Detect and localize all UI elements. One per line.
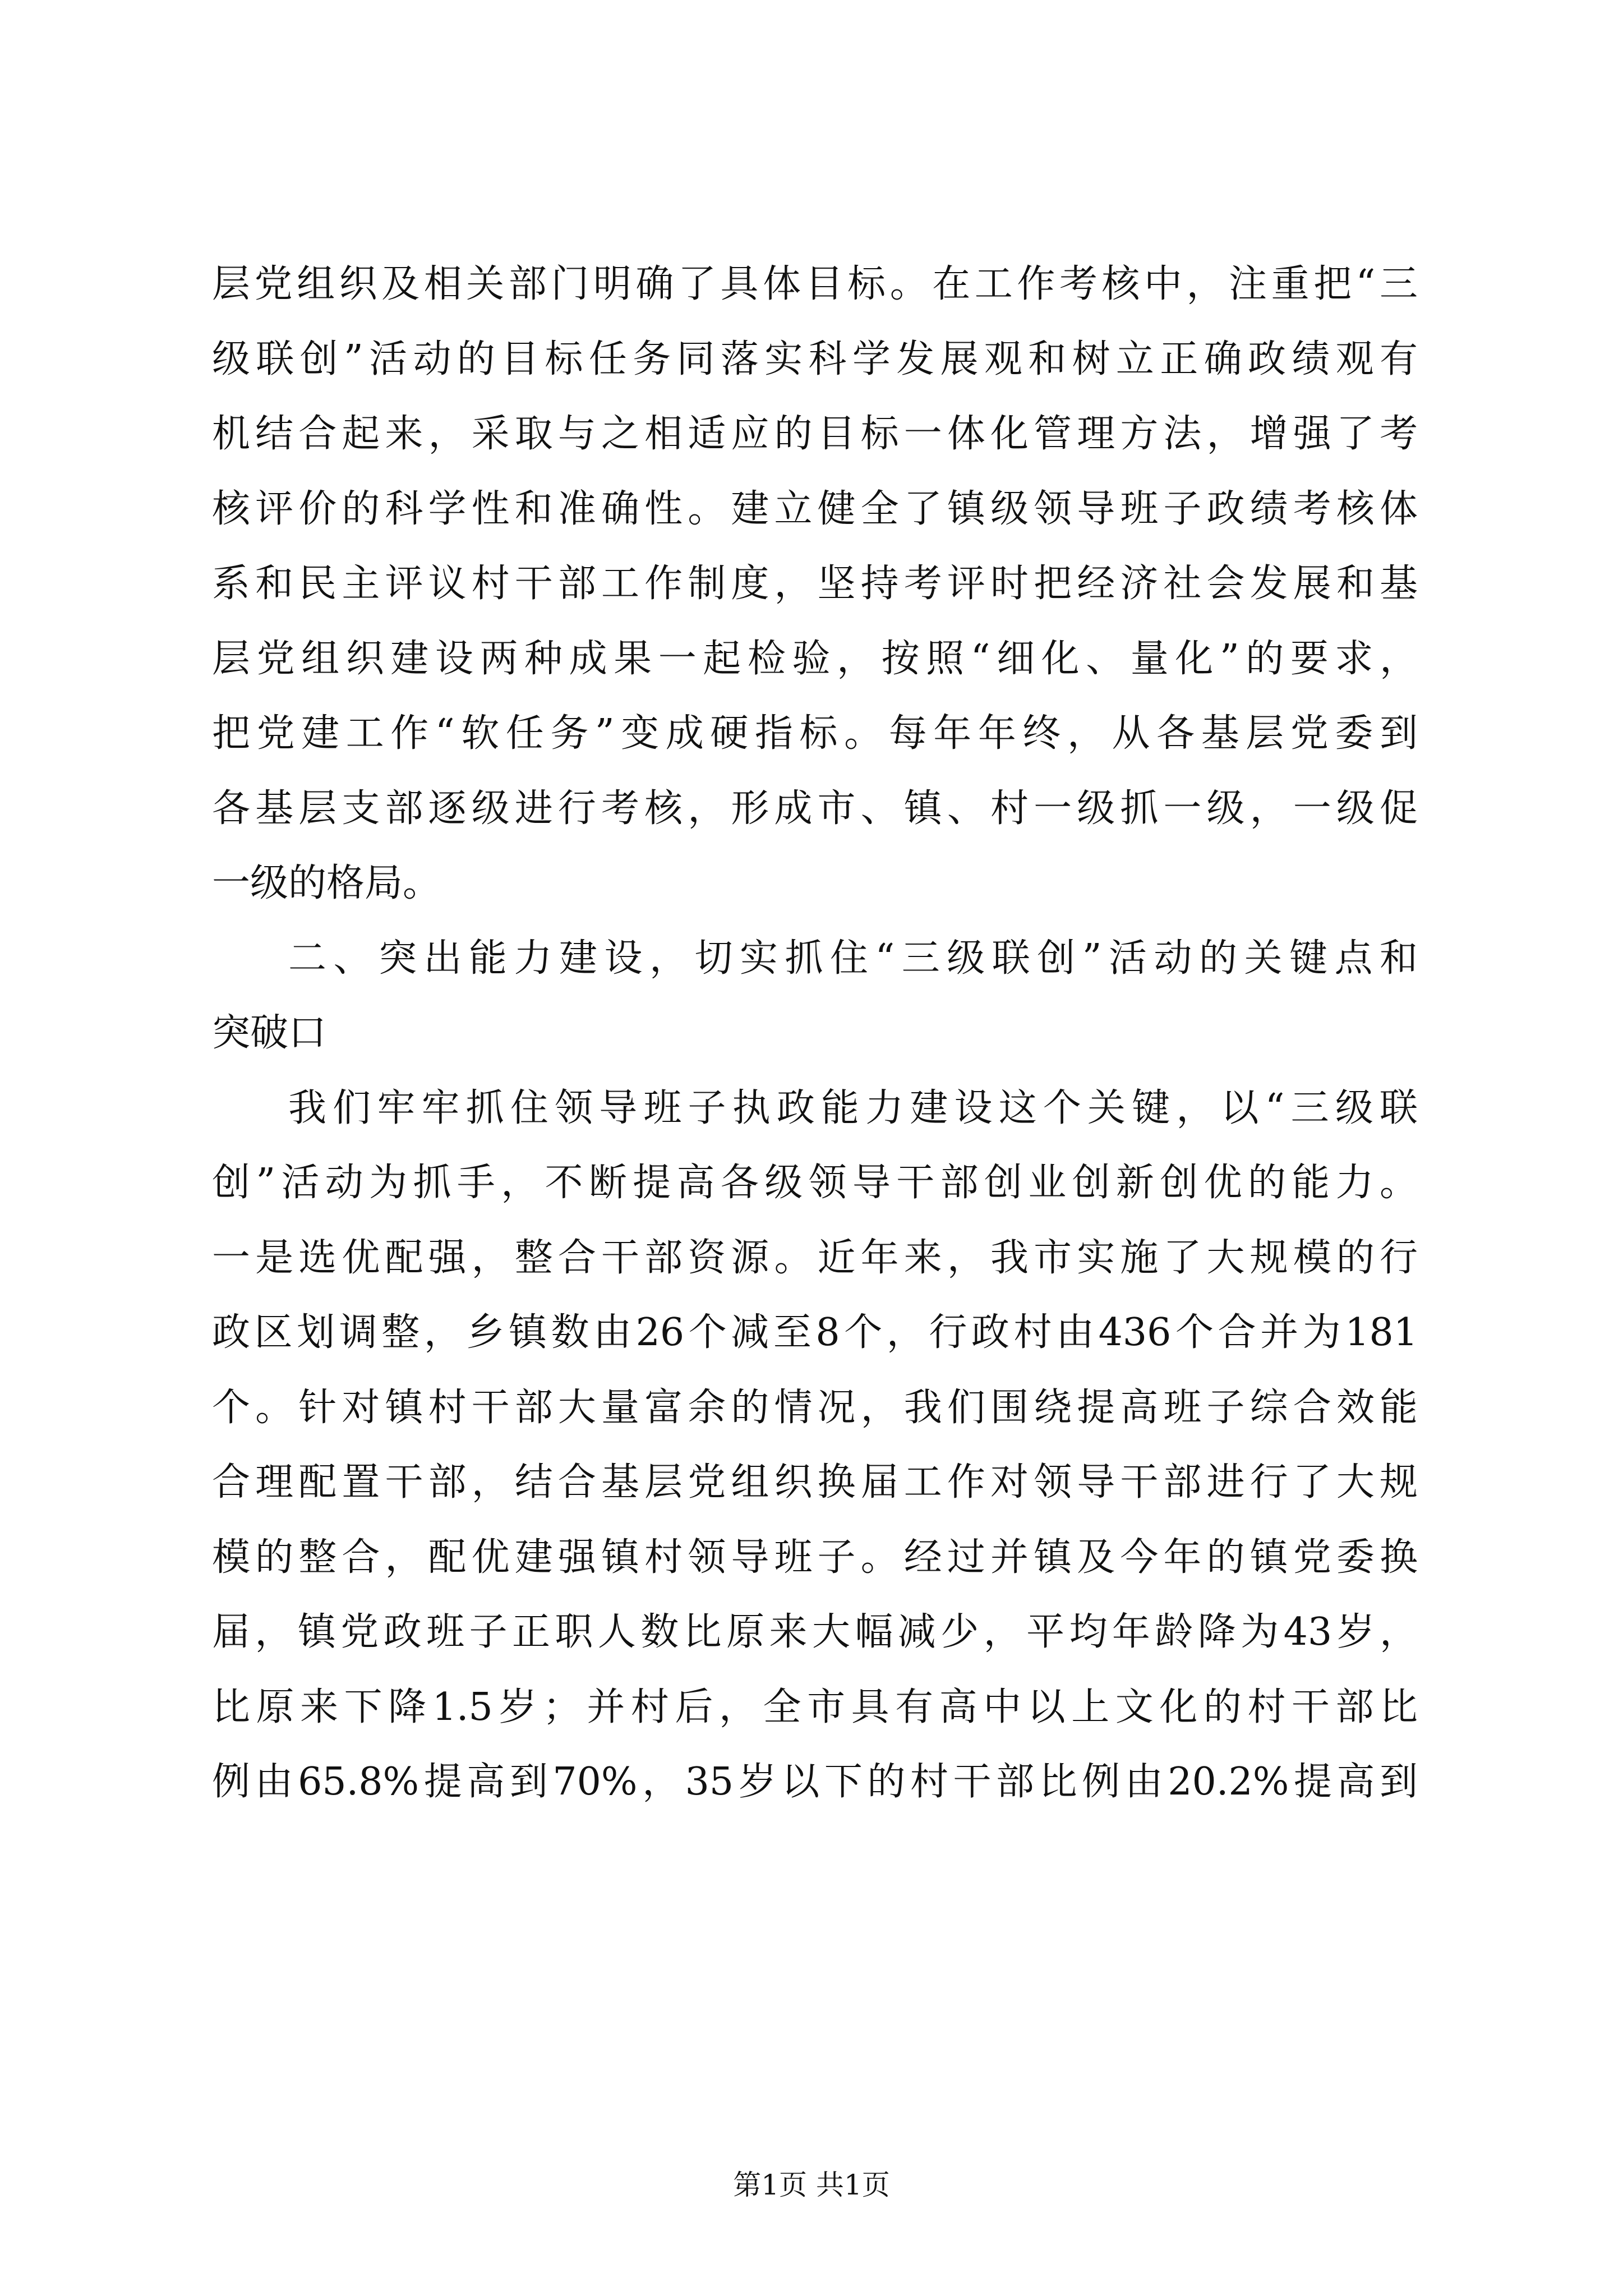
text-line-7: 把党建工作“软任务”变成硬指标。每年年终，从各基层党委到 — [212, 711, 1418, 756]
page-number-label: 第1页 共1页 — [733, 2169, 890, 2201]
text-line-1: 层党组织及相关部门明确了具体目标。在工作考核中，注重把“三 — [212, 262, 1418, 306]
page-footer — [0, 2165, 1623, 2205]
text-line-16: 个。针对镇村干部大量富余的情况，我们围绕提高班子综合效能 — [212, 1385, 1418, 1430]
section-heading-line-2: 突破口 — [212, 1011, 327, 1055]
section-heading-line-1: 二、突出能力建设，切实抓住“三级联创”活动的关键点和 — [288, 936, 1418, 981]
document-body — [212, 247, 1418, 1820]
text-line-19: 届，镇党政班子正职人数比原来大幅减少，平均年龄降为43岁， — [212, 1610, 1418, 1654]
text-line-14: 一是选优配强，整合干部资源。近年来，我市实施了大规模的行 — [212, 1235, 1418, 1280]
text-line-20: 比原来下降1.5岁；并村后，全市具有高中以上文化的村干部比 — [212, 1685, 1418, 1729]
text-line-18: 模的整合，配优建强镇村领导班子。经过并镇及今年的镇党委换 — [212, 1535, 1418, 1580]
text-line-21: 例由65.8%提高到70%，35岁以下的村干部比例由20.2%提高到 — [212, 1760, 1418, 1804]
text-line-13: 创”活动为抓手，不断提高各级领导干部创业创新创优的能力。 — [212, 1161, 1418, 1205]
text-line-5: 系和民主评议村干部工作制度，坚持考评时把经济社会发展和基 — [212, 562, 1418, 606]
text-line-17: 合理配置干部，结合基层党组织换届工作对领导干部进行了大规 — [212, 1460, 1418, 1504]
text-line-6: 层党组织建设两种成果一起检验，按照“细化、量化”的要求， — [212, 636, 1418, 681]
text-line-15: 政区划调整，乡镇数由26个减至8个，行政村由436个合并为181 — [212, 1310, 1418, 1355]
text-line-2: 级联创”活动的目标任务同落实科学发展观和树立正确政绩观有 — [212, 337, 1418, 381]
text-line-12: 我们牢牢抓住领导班子执政能力建设这个关键，以“三级联 — [288, 1085, 1418, 1130]
text-line-9: 一级的格局。 — [212, 861, 441, 905]
text-line-4: 核评价的科学性和准确性。建立健全了镇级领导班子政绩考核体 — [212, 486, 1418, 531]
text-line-8: 各基层支部逐级进行考核，形成市、镇、村一级抓一级，一级促 — [212, 786, 1418, 831]
text-line-3: 机结合起来，采取与之相适应的目标一体化管理方法，增强了考 — [212, 412, 1418, 456]
